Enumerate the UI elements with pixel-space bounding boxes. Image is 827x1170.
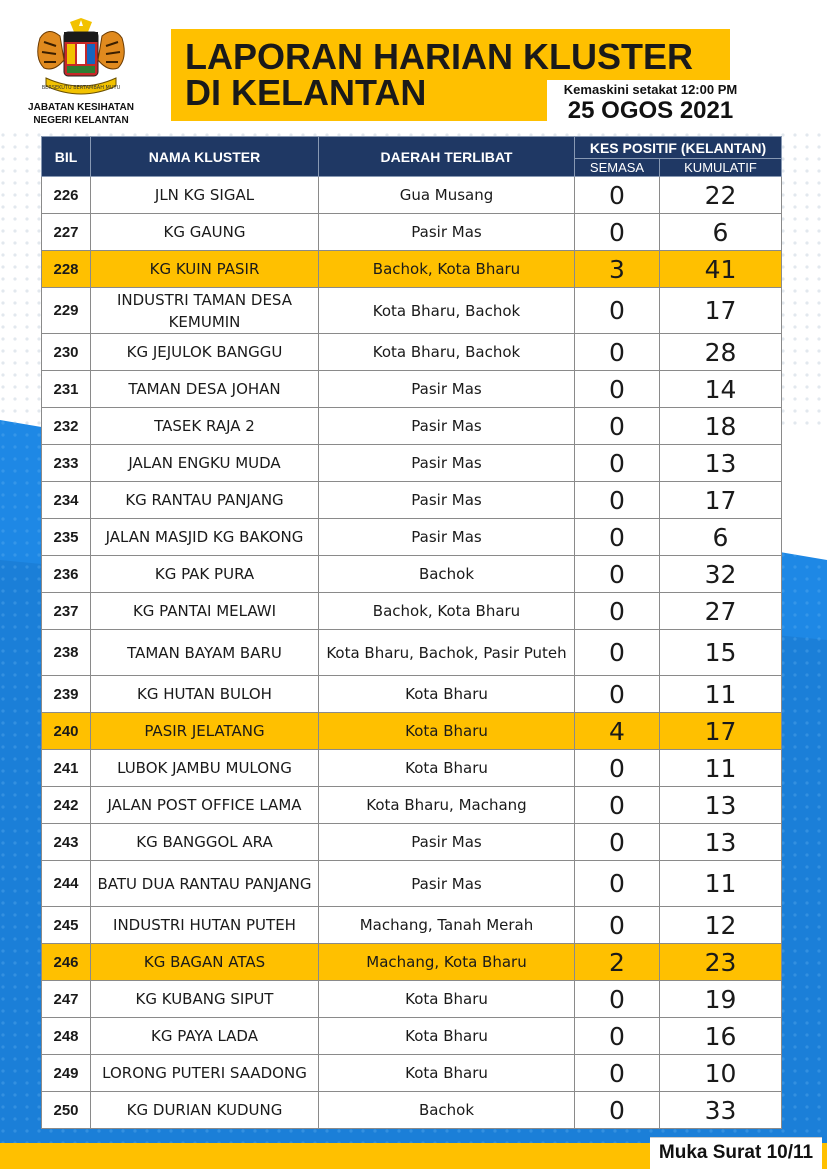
cell-nama-kluster: KG PANTAI MELAWI (91, 593, 319, 630)
cell-nama-kluster: KG JEJULOK BANGGU (91, 334, 319, 371)
cell-bil: 243 (42, 824, 91, 861)
department-line-1: JABATAN KESIHATAN (28, 102, 134, 113)
cell-nama-kluster: KG DURIAN KUDUNG (91, 1092, 319, 1129)
report-title-line-2: DI KELANTAN (185, 72, 427, 113)
cell-semasa: 0 (575, 1018, 660, 1055)
cell-daerah: Kota Bharu (319, 1018, 575, 1055)
cell-nama-kluster: LORONG PUTERI SAADONG (91, 1055, 319, 1092)
cell-bil: 237 (42, 593, 91, 630)
cell-bil: 230 (42, 334, 91, 371)
cell-kumulatif: 28 (660, 334, 782, 371)
table-row (42, 676, 782, 713)
page-number-box (650, 1137, 822, 1170)
column-header-kes-positif: KES POSITIF (KELANTAN) (575, 137, 782, 159)
table-row (42, 408, 782, 445)
cell-kumulatif: 17 (660, 288, 782, 334)
table-row (42, 288, 782, 334)
cell-semasa: 0 (575, 1055, 660, 1092)
cell-daerah: Machang, Tanah Merah (319, 907, 575, 944)
cell-daerah: Machang, Kota Bharu (319, 944, 575, 981)
table-row (42, 861, 782, 907)
cell-nama-kluster: INDUSTRI HUTAN PUTEH (91, 907, 319, 944)
cell-kumulatif: 11 (660, 750, 782, 787)
cell-daerah: Pasir Mas (319, 214, 575, 251)
table-row (42, 371, 782, 408)
cell-bil: 235 (42, 519, 91, 556)
cell-bil: 226 (42, 177, 91, 214)
cell-kumulatif: 17 (660, 713, 782, 750)
cell-nama-kluster: BATU DUA RANTAU PANJANG (91, 861, 319, 907)
cell-nama-kluster: KG BAGAN ATAS (91, 944, 319, 981)
table-row (42, 907, 782, 944)
table-row (42, 1092, 782, 1129)
table-row (42, 177, 782, 214)
cell-semasa: 0 (575, 288, 660, 334)
cell-bil: 241 (42, 750, 91, 787)
cell-daerah: Bachok (319, 556, 575, 593)
cell-daerah: Kota Bharu, Bachok (319, 334, 575, 371)
cell-kumulatif: 19 (660, 981, 782, 1018)
cluster-table (41, 136, 782, 1129)
cell-semasa: 0 (575, 177, 660, 214)
cell-daerah: Kota Bharu (319, 676, 575, 713)
coat-of-arms-logo (20, 18, 142, 102)
cell-kumulatif: 15 (660, 630, 782, 676)
page-number: Muka Surat 10/11 (658, 1142, 814, 1163)
column-header-nama-kluster: NAMA KLUSTER (91, 137, 319, 177)
cell-kumulatif: 11 (660, 676, 782, 713)
cell-daerah: Bachok, Kota Bharu (319, 593, 575, 630)
cell-daerah: Pasir Mas (319, 482, 575, 519)
cell-daerah: Pasir Mas (319, 371, 575, 408)
cell-kumulatif: 23 (660, 944, 782, 981)
cell-kumulatif: 22 (660, 177, 782, 214)
cell-kumulatif: 32 (660, 556, 782, 593)
table-row (42, 981, 782, 1018)
cell-bil: 229 (42, 288, 91, 334)
cell-kumulatif: 10 (660, 1055, 782, 1092)
cell-semasa: 0 (575, 787, 660, 824)
cell-semasa: 0 (575, 482, 660, 519)
cell-semasa: 2 (575, 944, 660, 981)
cell-daerah: Kota Bharu, Bachok (319, 288, 575, 334)
column-header-daerah-terlibat: DAERAH TERLIBAT (319, 137, 575, 177)
cell-semasa: 0 (575, 907, 660, 944)
cell-daerah: Kota Bharu, Machang (319, 787, 575, 824)
table-row (42, 944, 782, 981)
department-name (6, 101, 156, 127)
cell-kumulatif: 13 (660, 787, 782, 824)
cell-nama-kluster: KG BANGGOL ARA (91, 824, 319, 861)
table-row (42, 519, 782, 556)
cell-daerah: Kota Bharu (319, 1055, 575, 1092)
cell-nama-kluster: INDUSTRI TAMAN DESA KEMUMIN (91, 288, 319, 334)
table-row (42, 1055, 782, 1092)
cell-nama-kluster: JALAN POST OFFICE LAMA (91, 787, 319, 824)
cell-semasa: 0 (575, 676, 660, 713)
cell-nama-kluster: JALAN ENGKU MUDA (91, 445, 319, 482)
cell-semasa: 0 (575, 445, 660, 482)
column-header-semasa: SEMASA (575, 159, 660, 177)
cell-nama-kluster: KG KUIN PASIR (91, 251, 319, 288)
cell-bil: 233 (42, 445, 91, 482)
cell-bil: 240 (42, 713, 91, 750)
cell-kumulatif: 18 (660, 408, 782, 445)
cell-kumulatif: 16 (660, 1018, 782, 1055)
table-row (42, 787, 782, 824)
cell-daerah: Pasir Mas (319, 861, 575, 907)
cell-daerah: Kota Bharu (319, 981, 575, 1018)
table-row (42, 556, 782, 593)
cell-semasa: 0 (575, 408, 660, 445)
cell-daerah: Bachok, Kota Bharu (319, 251, 575, 288)
table-row (42, 334, 782, 371)
cell-bil: 245 (42, 907, 91, 944)
cell-nama-kluster: TAMAN BAYAM BARU (91, 630, 319, 676)
cell-semasa: 0 (575, 750, 660, 787)
cell-bil: 250 (42, 1092, 91, 1129)
cell-bil: 244 (42, 861, 91, 907)
update-label: Kemaskini setakat 12:00 PM (563, 82, 738, 97)
table-row (42, 630, 782, 676)
cell-daerah: Kota Bharu, Bachok, Pasir Puteh (319, 630, 575, 676)
cell-semasa: 4 (575, 713, 660, 750)
cell-kumulatif: 33 (660, 1092, 782, 1129)
cell-bil: 249 (42, 1055, 91, 1092)
column-header-bil: BIL (42, 137, 91, 177)
cell-semasa: 0 (575, 334, 660, 371)
cell-kumulatif: 14 (660, 371, 782, 408)
cell-bil: 247 (42, 981, 91, 1018)
cell-semasa: 0 (575, 371, 660, 408)
cell-bil: 246 (42, 944, 91, 981)
table-row (42, 1018, 782, 1055)
cell-kumulatif: 6 (660, 519, 782, 556)
report-date: 25 OGOS 2021 (567, 97, 734, 124)
table-row (42, 750, 782, 787)
cell-semasa: 0 (575, 981, 660, 1018)
cell-nama-kluster: KG PAYA LADA (91, 1018, 319, 1055)
cell-kumulatif: 12 (660, 907, 782, 944)
cell-daerah: Gua Musang (319, 177, 575, 214)
cell-semasa: 0 (575, 519, 660, 556)
cell-daerah: Pasir Mas (319, 519, 575, 556)
cell-nama-kluster: LUBOK JAMBU MULONG (91, 750, 319, 787)
cell-kumulatif: 13 (660, 445, 782, 482)
cell-kumulatif: 6 (660, 214, 782, 251)
cell-daerah: Kota Bharu (319, 713, 575, 750)
cell-semasa: 3 (575, 251, 660, 288)
cell-daerah: Pasir Mas (319, 445, 575, 482)
cell-daerah: Pasir Mas (319, 408, 575, 445)
cell-kumulatif: 41 (660, 251, 782, 288)
table-body (42, 177, 782, 1129)
cell-bil: 234 (42, 482, 91, 519)
table-row (42, 214, 782, 251)
cell-bil: 239 (42, 676, 91, 713)
cell-nama-kluster: JALAN MASJID KG BAKONG (91, 519, 319, 556)
cell-bil: 242 (42, 787, 91, 824)
table-row (42, 713, 782, 750)
cell-semasa: 0 (575, 1092, 660, 1129)
cell-semasa: 0 (575, 214, 660, 251)
cell-nama-kluster: TAMAN DESA JOHAN (91, 371, 319, 408)
cell-semasa: 0 (575, 593, 660, 630)
cell-bil: 232 (42, 408, 91, 445)
cell-nama-kluster: JLN KG SIGAL (91, 177, 319, 214)
cell-daerah: Kota Bharu (319, 750, 575, 787)
cell-kumulatif: 11 (660, 861, 782, 907)
table-row (42, 593, 782, 630)
cell-nama-kluster: KG PAK PURA (91, 556, 319, 593)
cell-semasa: 0 (575, 556, 660, 593)
table-row (42, 445, 782, 482)
cell-semasa: 0 (575, 630, 660, 676)
cell-nama-kluster: KG HUTAN BULOH (91, 676, 319, 713)
cell-kumulatif: 17 (660, 482, 782, 519)
cell-semasa: 0 (575, 861, 660, 907)
report-title-line-1: LAPORAN HARIAN KLUSTER (185, 36, 693, 77)
cell-semasa: 0 (575, 824, 660, 861)
table-row (42, 482, 782, 519)
table-row (42, 251, 782, 288)
cell-kumulatif: 27 (660, 593, 782, 630)
cell-kumulatif: 13 (660, 824, 782, 861)
cell-nama-kluster: TASEK RAJA 2 (91, 408, 319, 445)
department-line-2: NEGERI KELANTAN (33, 115, 129, 126)
cell-bil: 236 (42, 556, 91, 593)
cell-daerah: Pasir Mas (319, 824, 575, 861)
cell-nama-kluster: KG KUBANG SIPUT (91, 981, 319, 1018)
table-row (42, 824, 782, 861)
svg-text:BERSEKUTU BERTAMBAH MUTU: BERSEKUTU BERTAMBAH MUTU (41, 85, 121, 91)
cell-bil: 231 (42, 371, 91, 408)
cell-bil: 238 (42, 630, 91, 676)
cell-bil: 248 (42, 1018, 91, 1055)
cell-bil: 227 (42, 214, 91, 251)
column-header-kumulatif: KUMULATIF (660, 159, 782, 177)
update-date-box (547, 80, 754, 125)
cell-bil: 228 (42, 251, 91, 288)
cell-daerah: Bachok (319, 1092, 575, 1129)
cell-nama-kluster: KG RANTAU PANJANG (91, 482, 319, 519)
cell-nama-kluster: PASIR JELATANG (91, 713, 319, 750)
cell-nama-kluster: KG GAUNG (91, 214, 319, 251)
